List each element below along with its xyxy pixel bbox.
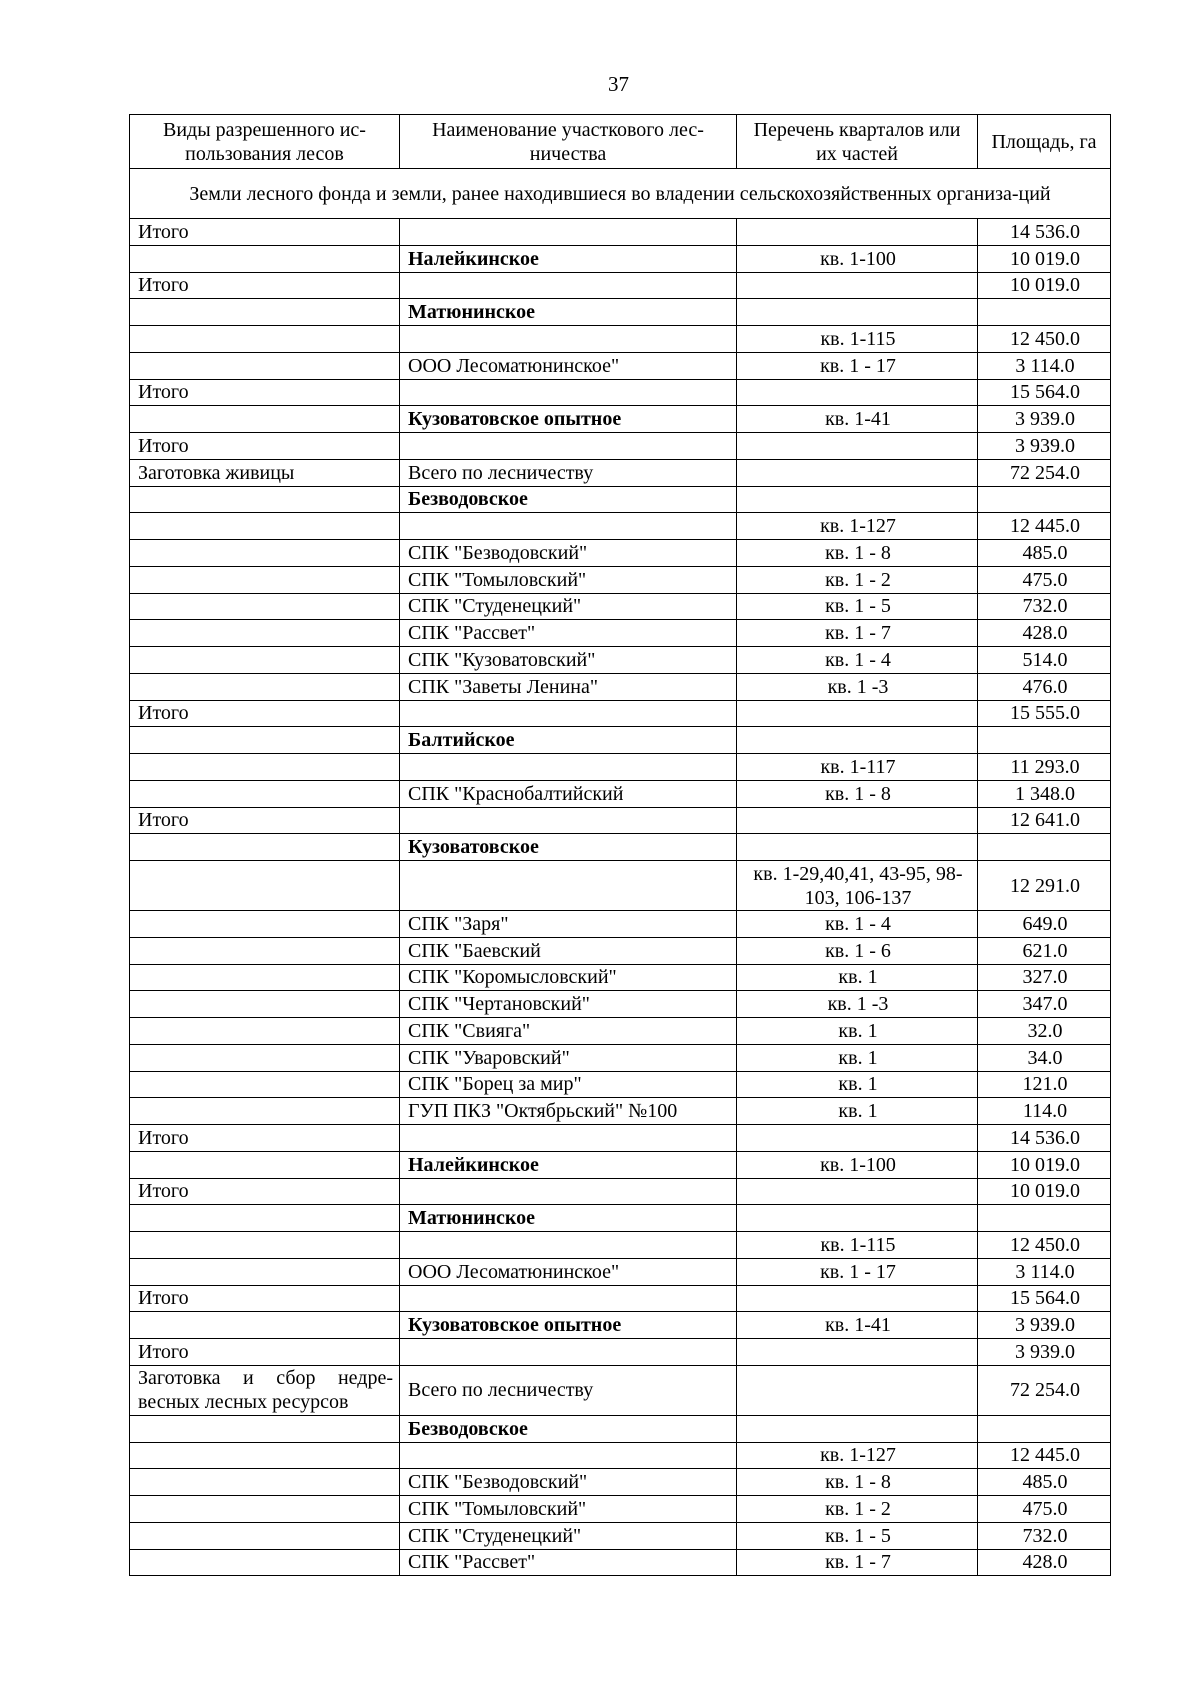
area-cell: 3 939.0: [978, 1339, 1111, 1366]
quarters-cell: [737, 219, 978, 246]
area-cell: 428.0: [978, 620, 1111, 647]
forestry-name-cell: [400, 1178, 737, 1205]
table-row: [130, 754, 1111, 781]
quarters-cell: кв. 1-115: [737, 326, 978, 353]
area-cell: 12 445.0: [978, 513, 1111, 540]
usage-type-cell: [130, 1312, 400, 1339]
table-row: [130, 459, 1111, 486]
quarters-cell: [737, 433, 978, 460]
table-row: [130, 807, 1111, 834]
forestry-name-cell: СПК "Заря": [400, 911, 737, 938]
area-cell: 14 536.0: [978, 1125, 1111, 1152]
area-cell: 15 564.0: [978, 1285, 1111, 1312]
usage-type-cell: [130, 647, 400, 674]
quarters-cell: кв. 1-41: [737, 1312, 978, 1339]
table-row: [130, 1098, 1111, 1125]
usage-type-cell: [130, 1415, 400, 1442]
area-cell: 732.0: [978, 1522, 1111, 1549]
usage-type-cell: [130, 620, 400, 647]
usage-type-cell: [130, 1549, 400, 1576]
quarters-cell: кв. 1 - 4: [737, 647, 978, 674]
quarters-cell: [737, 700, 978, 727]
quarters-cell: кв. 1-41: [737, 406, 978, 433]
usage-type-cell: [130, 593, 400, 620]
usage-type-cell: [130, 673, 400, 700]
forestry-name-cell: [400, 1232, 737, 1259]
quarters-cell: [737, 299, 978, 326]
table-row: [130, 1469, 1111, 1496]
table-row: [130, 1365, 1111, 1415]
forestry-name-cell: СПК "Борец за мир": [400, 1071, 737, 1098]
forestry-name-cell: СПК "Баевский: [400, 937, 737, 964]
usage-type-cell: Заготовка и сбор недре-весных лесных ресурсов: [130, 1365, 400, 1415]
usage-type-cell: [130, 352, 400, 379]
forestry-name-cell: [400, 754, 737, 781]
forestry-name-cell: СПК "Безводовский": [400, 1469, 737, 1496]
forestry-name-cell: [400, 700, 737, 727]
usage-type-cell: Итого: [130, 1339, 400, 1366]
section-heading-cell: Земли лесного фонда и земли, ранее находившиеся во владении сельскохозяйственных организа-ций: [130, 169, 1111, 219]
forestry-name-cell: [400, 433, 737, 460]
table-row: [130, 486, 1111, 513]
quarters-cell: [737, 1339, 978, 1366]
area-cell: 12 445.0: [978, 1442, 1111, 1469]
area-cell: 14 536.0: [978, 219, 1111, 246]
quarters-cell: кв. 1 - 8: [737, 780, 978, 807]
table-row: [130, 673, 1111, 700]
usage-type-cell: [130, 566, 400, 593]
usage-type-cell: [130, 911, 400, 938]
forestry-name-cell: СПК "Свияга": [400, 1018, 737, 1045]
table-row: [130, 1018, 1111, 1045]
area-cell: 15 564.0: [978, 379, 1111, 406]
forestry-name-cell: Матюнинское: [400, 299, 737, 326]
quarters-cell: кв. 1 - 17: [737, 1258, 978, 1285]
forestry-name-cell: Безводовское: [400, 1415, 737, 1442]
table-row: [130, 647, 1111, 674]
area-cell: 514.0: [978, 647, 1111, 674]
quarters-cell: [737, 1205, 978, 1232]
quarters-cell: кв. 1-115: [737, 1232, 978, 1259]
usage-type-cell: [130, 1232, 400, 1259]
forestry-name-cell: [400, 1442, 737, 1469]
quarters-cell: кв. 1-127: [737, 1442, 978, 1469]
table-row: [130, 1125, 1111, 1152]
forestry-name-cell: Безводовское: [400, 486, 737, 513]
table-row: [130, 1044, 1111, 1071]
forestry-name-cell: ГУП ПКЗ "Октябрьский" №100: [400, 1098, 737, 1125]
table-row: [130, 1415, 1111, 1442]
area-cell: 11 293.0: [978, 754, 1111, 781]
area-cell: 72 254.0: [978, 459, 1111, 486]
forestry-name-cell: [400, 1285, 737, 1312]
forestry-name-cell: СПК "Кузоватовский": [400, 647, 737, 674]
table-row: [130, 1285, 1111, 1312]
table-row: [130, 991, 1111, 1018]
usage-type-cell: [130, 991, 400, 1018]
forestry-name-cell: [400, 1339, 737, 1366]
forestry-name-cell: СПК "Томыловский": [400, 1496, 737, 1523]
table-row: [130, 272, 1111, 299]
usage-type-cell: [130, 1496, 400, 1523]
table-row: [130, 1496, 1111, 1523]
area-cell: 476.0: [978, 673, 1111, 700]
area-cell: 485.0: [978, 540, 1111, 567]
area-cell: [978, 486, 1111, 513]
quarters-cell: кв. 1 - 4: [737, 911, 978, 938]
forestry-name-cell: СПК "Коромысловский": [400, 964, 737, 991]
forestry-name-cell: Налейкинское: [400, 245, 737, 272]
area-cell: 621.0: [978, 937, 1111, 964]
usage-type-cell: [130, 1205, 400, 1232]
forestry-name-cell: Налейкинское: [400, 1151, 737, 1178]
quarters-cell: [737, 272, 978, 299]
area-cell: 3 114.0: [978, 1258, 1111, 1285]
quarters-cell: кв. 1 - 6: [737, 937, 978, 964]
usage-type-cell: Итого: [130, 700, 400, 727]
area-cell: 72 254.0: [978, 1365, 1111, 1415]
page-number: 37: [608, 72, 629, 96]
area-cell: 12 450.0: [978, 1232, 1111, 1259]
header-area: Площадь, га: [978, 115, 1111, 169]
table-row: [130, 1151, 1111, 1178]
quarters-cell: кв. 1 - 2: [737, 566, 978, 593]
forestry-name-cell: Кузоватовское опытное: [400, 1312, 737, 1339]
area-cell: [978, 1415, 1111, 1442]
usage-type-cell: [130, 1258, 400, 1285]
quarters-cell: кв. 1-117: [737, 754, 978, 781]
table-row: [130, 245, 1111, 272]
forestry-name-cell: [400, 807, 737, 834]
area-cell: 10 019.0: [978, 1178, 1111, 1205]
usage-type-cell: Итого: [130, 1285, 400, 1312]
forestry-name-cell: [400, 326, 737, 353]
area-cell: 649.0: [978, 911, 1111, 938]
usage-type-cell: Итого: [130, 1178, 400, 1205]
quarters-cell: кв. 1 - 8: [737, 1469, 978, 1496]
table-row: [130, 406, 1111, 433]
usage-type-cell: Итого: [130, 379, 400, 406]
usage-type-cell: [130, 486, 400, 513]
forestry-name-cell: СПК "Рассвет": [400, 1549, 737, 1576]
table-row: [130, 861, 1111, 911]
quarters-cell: [737, 1365, 978, 1415]
forestry-name-cell: СПК "Томыловский": [400, 566, 737, 593]
forestry-name-cell: [400, 1125, 737, 1152]
forestry-name-cell: СПК "Чертановский": [400, 991, 737, 1018]
usage-type-cell: [130, 1522, 400, 1549]
table-row: [130, 219, 1111, 246]
table-row: [130, 727, 1111, 754]
table-row: [130, 169, 1111, 219]
area-cell: 15 555.0: [978, 700, 1111, 727]
quarters-cell: [737, 486, 978, 513]
quarters-cell: кв. 1 -3: [737, 673, 978, 700]
usage-type-cell: [130, 1044, 400, 1071]
quarters-cell: кв. 1 - 7: [737, 620, 978, 647]
quarters-cell: кв. 1: [737, 1018, 978, 1045]
area-cell: [978, 834, 1111, 861]
usage-type-cell: Итого: [130, 1125, 400, 1152]
forestry-name-cell: СПК "Безводовский": [400, 540, 737, 567]
usage-type-cell: [130, 937, 400, 964]
table-row: [130, 834, 1111, 861]
quarters-cell: кв. 1: [737, 1044, 978, 1071]
table-row: [130, 1071, 1111, 1098]
area-cell: [978, 727, 1111, 754]
forestry-name-cell: [400, 219, 737, 246]
area-cell: 3 939.0: [978, 433, 1111, 460]
forestry-name-cell: СПК "Уваровский": [400, 1044, 737, 1071]
area-cell: 10 019.0: [978, 1151, 1111, 1178]
usage-type-cell: [130, 540, 400, 567]
forestry-name-cell: Балтийское: [400, 727, 737, 754]
table-row: [130, 1205, 1111, 1232]
quarters-cell: [737, 1178, 978, 1205]
area-cell: 12 450.0: [978, 326, 1111, 353]
quarters-cell: кв. 1: [737, 1071, 978, 1098]
area-cell: 12 641.0: [978, 807, 1111, 834]
quarters-cell: кв. 1 - 8: [737, 540, 978, 567]
area-cell: 1 348.0: [978, 780, 1111, 807]
usage-type-cell: Итого: [130, 433, 400, 460]
quarters-cell: [737, 1285, 978, 1312]
forestry-name-cell: СПК "Рассвет": [400, 620, 737, 647]
table-row: [130, 1522, 1111, 1549]
forestry-name-cell: [400, 513, 737, 540]
table-row: [130, 700, 1111, 727]
usage-type-cell: [130, 1071, 400, 1098]
table-row: [130, 352, 1111, 379]
usage-type-cell: [130, 754, 400, 781]
usage-type-cell: Итого: [130, 272, 400, 299]
table-row: [130, 433, 1111, 460]
header-usage-type: Виды разрешенного ис-пользования лесов: [130, 115, 400, 169]
quarters-cell: кв. 1 - 5: [737, 593, 978, 620]
table-row: [130, 780, 1111, 807]
usage-type-cell: [130, 1098, 400, 1125]
usage-type-cell: [130, 299, 400, 326]
forestry-name-cell: [400, 272, 737, 299]
quarters-cell: кв. 1 -3: [737, 991, 978, 1018]
usage-type-cell: [130, 1469, 400, 1496]
quarters-cell: [737, 379, 978, 406]
quarters-cell: кв. 1: [737, 1098, 978, 1125]
table-row: [130, 540, 1111, 567]
usage-type-cell: [130, 964, 400, 991]
forest-use-table: [129, 114, 1111, 1576]
table-body: [130, 169, 1111, 1576]
forestry-name-cell: [400, 379, 737, 406]
area-cell: 732.0: [978, 593, 1111, 620]
area-cell: 428.0: [978, 1549, 1111, 1576]
area-cell: 12 291.0: [978, 861, 1111, 911]
area-cell: 3 939.0: [978, 406, 1111, 433]
area-cell: 10 019.0: [978, 272, 1111, 299]
usage-type-cell: [130, 326, 400, 353]
table-row: [130, 1312, 1111, 1339]
forestry-name-cell: ООО Лесоматюнинское": [400, 1258, 737, 1285]
area-cell: [978, 1205, 1111, 1232]
area-cell: 34.0: [978, 1044, 1111, 1071]
quarters-cell: кв. 1-100: [737, 245, 978, 272]
area-cell: 3 114.0: [978, 352, 1111, 379]
quarters-cell: кв. 1 - 5: [737, 1522, 978, 1549]
forestry-name-cell: Кузоватовское: [400, 834, 737, 861]
quarters-cell: кв. 1-127: [737, 513, 978, 540]
table-row: [130, 937, 1111, 964]
area-cell: 327.0: [978, 964, 1111, 991]
quarters-cell: кв. 1 - 7: [737, 1549, 978, 1576]
quarters-cell: [737, 727, 978, 754]
area-cell: 32.0: [978, 1018, 1111, 1045]
quarters-cell: кв. 1-100: [737, 1151, 978, 1178]
usage-type-cell: Итого: [130, 807, 400, 834]
usage-type-cell: [130, 861, 400, 911]
usage-type-cell: [130, 1151, 400, 1178]
table-row: [130, 1178, 1111, 1205]
table-row: [130, 299, 1111, 326]
forestry-name-cell: СПК "Студенецкий": [400, 593, 737, 620]
usage-type-cell: Итого: [130, 219, 400, 246]
table-row: [130, 964, 1111, 991]
usage-type-cell: [130, 1442, 400, 1469]
area-cell: [978, 299, 1111, 326]
quarters-cell: [737, 1415, 978, 1442]
usage-type-cell: [130, 1018, 400, 1045]
header-quarters-list: Перечень кварталов или их частей: [737, 115, 978, 169]
table-row: [130, 326, 1111, 353]
forestry-name-cell: СПК "Заветы Ленина": [400, 673, 737, 700]
table-row: [130, 1258, 1111, 1285]
usage-type-cell: [130, 513, 400, 540]
area-cell: 485.0: [978, 1469, 1111, 1496]
usage-type-cell: [130, 727, 400, 754]
quarters-cell: кв. 1 - 2: [737, 1496, 978, 1523]
forestry-name-cell: Всего по лесничеству: [400, 1365, 737, 1415]
usage-type-cell: [130, 780, 400, 807]
table-row: [130, 593, 1111, 620]
quarters-cell: [737, 834, 978, 861]
forestry-name-cell: [400, 861, 737, 911]
usage-type-cell: [130, 245, 400, 272]
quarters-cell: кв. 1 - 17: [737, 352, 978, 379]
quarters-cell: кв. 1-29,40,41, 43-95, 98-103, 106-137: [737, 861, 978, 911]
quarters-cell: кв. 1: [737, 964, 978, 991]
table-header-row: [130, 115, 1111, 169]
forestry-name-cell: Матюнинское: [400, 1205, 737, 1232]
table-row: [130, 513, 1111, 540]
table-row: [130, 1232, 1111, 1259]
forestry-name-cell: СПК "Студенецкий": [400, 1522, 737, 1549]
table-row: [130, 911, 1111, 938]
quarters-cell: [737, 459, 978, 486]
area-cell: 114.0: [978, 1098, 1111, 1125]
area-cell: 475.0: [978, 566, 1111, 593]
header-forestry-name: Наименование участкового лес-ничества: [400, 115, 737, 169]
forestry-name-cell: Всего по лесничеству: [400, 459, 737, 486]
table-row: [130, 566, 1111, 593]
forestry-name-cell: Кузоватовское опытное: [400, 406, 737, 433]
usage-type-cell: [130, 406, 400, 433]
area-cell: 3 939.0: [978, 1312, 1111, 1339]
usage-type-cell: [130, 834, 400, 861]
area-cell: 347.0: [978, 991, 1111, 1018]
forestry-name-cell: ООО Лесоматюнинское": [400, 352, 737, 379]
table-row: [130, 1339, 1111, 1366]
forestry-name-cell: СПК "Краснобалтийский: [400, 780, 737, 807]
usage-type-cell: Заготовка живицы: [130, 459, 400, 486]
quarters-cell: [737, 807, 978, 834]
table-row: [130, 1442, 1111, 1469]
table-row: [130, 620, 1111, 647]
area-cell: 10 019.0: [978, 245, 1111, 272]
area-cell: 121.0: [978, 1071, 1111, 1098]
table-row: [130, 1549, 1111, 1576]
area-cell: 475.0: [978, 1496, 1111, 1523]
quarters-cell: [737, 1125, 978, 1152]
table-row: [130, 379, 1111, 406]
